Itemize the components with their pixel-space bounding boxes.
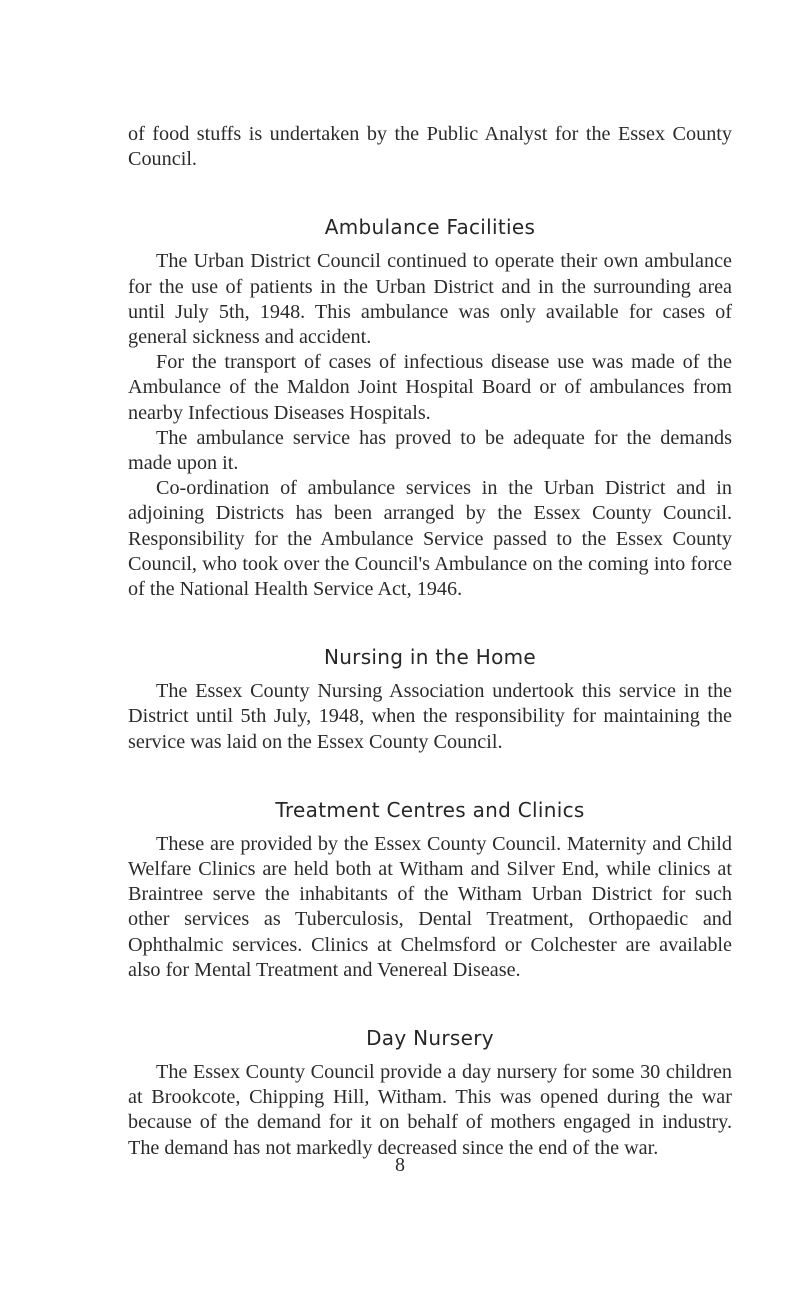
intro-paragraph: of food stuffs is undertaken by the Public Analyst for the Essex County Council. [128,123,732,171]
section-ambulance-facilities [128,215,732,602]
paragraph: The Urban District Council continued to operate their own ambulance for the use of patients in the Urban District and in the surrounding area until July 5th, 1948. This ambulance was only available for cases of general sickness and accident. [128,250,732,349]
spacer [128,602,732,645]
paragraph: For the transport of cases of infectious disease use was made of the Ambulance of the Maldon Joint Hospital Board or of ambulances from nearby Infectious Diseases Hospitals. [128,351,732,424]
spacer [128,983,732,1026]
section-heading: Nursing in the Home [323,645,537,670]
section-day-nursery [128,1026,732,1161]
spacer [128,239,732,249]
spacer [128,1050,732,1060]
paragraph: Co-ordination of ambulance services in the Urban District and in adjoining Districts has been arranged by the Essex County Council. Responsibility for the Ambulance Service passed to the Essex County Council, who took over the Council's Ambulance on the coming into force of the National Health Service Act, 1946. [128,477,732,601]
spacer [128,669,732,679]
paragraph: The Essex County Nursing Association undertook this service in the District until 5th July, 1948, when the responsibility for maintaining the service was laid on the Essex County Council. [128,680,732,753]
section-heading: Treatment Centres and Clinics [275,797,585,822]
page-number: 8 [395,1154,405,1176]
paragraph: These are provided by the Essex County Council. Maternity and Child Welfare Clinics are held both at Witham and Silver End, while clinics at Braintree serve the inhabitants of the Witham Urban District for such other services as Tuberculosis, Dental Treatment, Orthopaedic and Ophthalmic services. Clinics at Chelmsford or Colchester are available also for Mental Treatment and Venereal Disease. [128,832,732,981]
paragraph: The ambulance service has proved to be adequate for the demands made upon it. [128,426,732,475]
section-nursing-in-the-home [128,645,732,755]
paragraph: The Essex County Council provide a day nursery for some 30 children at Brookcote, Chipping Hill, Witham. This was opened during the war because of the demand for it on behalf of mothers engaged in industry. The demand has not markedly decreased since the end of the war. [128,1061,732,1159]
section-heading: Ambulance Facilities [324,215,536,240]
section-treatment-centres-and-clinics [128,798,732,983]
spacer [128,172,732,215]
spacer [128,755,732,798]
section-heading: Day Nursery [366,1026,494,1051]
document-page [128,122,732,1161]
spacer [128,822,732,832]
